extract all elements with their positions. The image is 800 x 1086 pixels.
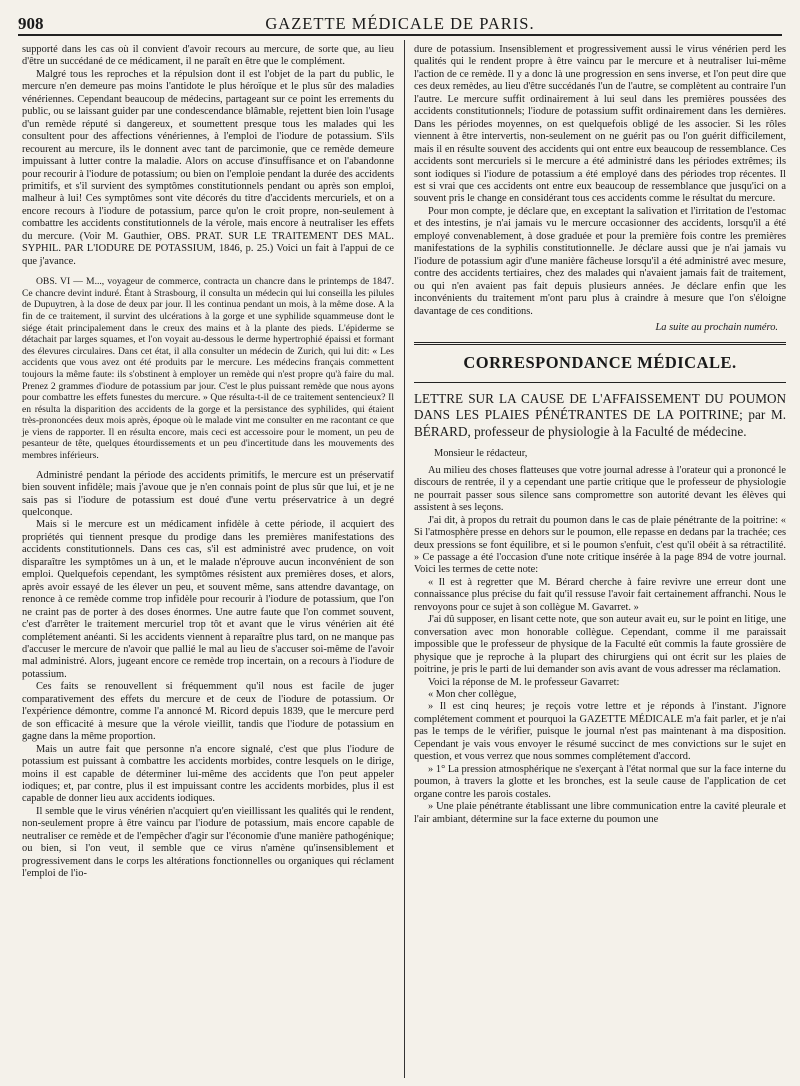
page-header bbox=[18, 6, 782, 36]
section-title: CORRESPONDANCE MÉDICALE. bbox=[463, 353, 737, 373]
left-column bbox=[22, 44, 394, 881]
running-title: GAZETTE MÉDICALE DE PARIS. bbox=[265, 14, 535, 33]
spacer bbox=[22, 268, 394, 276]
page-number: 908 bbox=[18, 14, 44, 33]
paragraph: Malgré tous les reproches et la répulsion dont il est l'objet de la part du public, le mercure n'en demeure pas moins l'antidote le plus héroïque et le plus sûr des maladies vénériennes. Cependant beaucoup de médecins, partageant sur ce point les errements du public, ou se laissant guider par une condescendance blâmable, rejettent bien loin l'usage d'un remède réputé si dangereux, et soumettent presque tous les malades qui les consultent pour des affections vénériennes, à l'emploi de l'iodure de potassium. S'ils recourent au mercure, ils le donnent avec tant de parcimonie, que ce remède demeure impuissant à lutter contre la maladie. Alors on accuse d'insuffisance et on l'abandonne pour recourir à l'iodure de potassium; ou bien on l'emploie pendant la durée des accidents primitifs, et s'il survient des symptômes constitutionnels pendant ou après son emploi, malheur à lui! Ces symptômes sont vite décorés du titre d'accidents mercuriels, et on a encore recours à l'iodure de potassium, parce qu'on le croit propre, non-seulement à combattre les accidents constitutionnels de la vérole, mais encore à neutraliser les effets du mercure. (Voir M. Gauthier, OBS. PRAT. SUR LE TRAITEMENT DES MAL. SYPHIL. PAR L'IODURE DE POTASSIUM, 1846, p. 25.) Voici un fait à l'appui de ce que j'avance. bbox=[22, 68, 394, 267]
paragraph: » Il est cinq heures; je reçois votre lettre et je réponds à l'instant. J'ignore complétement comment et pourquoi la GAZETTE MÉDICALE m'a fait parler, et je n'ai pas le temps de le vérifier, puisque le journal n'est pas maintenant à ma disposition. Cependant je vais vous envoyer le résumé succinct de mes convictions sur le sujet en question, et vous verrez que nous sommes complétement d'accord. bbox=[414, 701, 786, 763]
paragraph: Voici la réponse de M. le professeur Gavarret: bbox=[428, 676, 620, 688]
observation-case: OBS. VI — M..., voyageur de commerce, contracta un chancre dans le printemps de 1847. Ce chancre devint induré. Étant à Strasbourg, il consulta un médecin qui lui conseilla les pilules de Dupuytren, à la dose de deux par jour. Il les continua pendant un mois, à la même dose. A la fin de ce traitement, il survint des ulcérations à la gorge et une syphilide squammeuse dont le siége était principalement dans le creux des mains et à la plante des pieds. L'épiderme se détachait par larges squames, et l'on voyait au-dessous le derme hypertrophié épaissi et formant des élevures circulaires. Dans cet état, il alla consulter un médecin de Zurich, qui lui dit: « Les accidents que vous avez ont été produits par le mercure. Les médecins français commettent toujours la même faute: ils s'obstinent à employer un remède qui n'est propre qu'à faire du mal. Prenez 2 grammes d'iodure de potassium par jour. C'est le plus puissant remède que nous ayons pour combattre les effets funestes du mercure. » Que résulta-t-il de ce traitement sentencieux? Il en résulta la disparition des accidents de la gorge et la persistance des syphilides, qui étaient très-prononcées deux mois après, époque où le malade vint me consulter en me racontant ce que je viens de rapporter. Il en résulta encore, mais ceci est accessoire pour le moment, un peu de pesanteur de tête, quelques étourdissements et un peu d'incertitude dans les mouvements des membres inférieurs. bbox=[22, 276, 394, 462]
paragraph: Ces faits se renouvellent si fréquemment qu'il nous est facile de juger comparativement des effets du mercure et de ceux de l'iodure de potassium. Or l'expérience démontre, comme l'a annoncé M. Ricord depuis 1839, que le mercure perd de son efficacité à mesure que la vérole vieillit, tandis que l'iodure de potassium en gagne dans la même proportion. bbox=[22, 681, 394, 743]
paragraph: Pour mon compte, je déclare que, en exceptant la salivation et l'irritation de l'estomac et des intestins, je n'ai jamais vu le mercure occasionner des accidents, lorsqu'il a été employé convenablement, à dose graduée et pour la première fois contre les premières manifestations de la syphilis constitutionnelle. Je déclare aussi que je n'ai jamais vu l'iodure de potassium agir d'une manière fâcheuse lorsqu'il a été administré avec mesure, contre des accidents tertiaires, chez des malades qui n'avaient jamais fait de traitement, ou qui n'en avaient pas fait depuis plusieurs années. Je déclare enfin que les inconvénients du traitement m'ont paru plus à craindre à mesure que l'on s'éloigne davantage de ces conditions. bbox=[414, 205, 786, 317]
paragraph: dure de potassium. Insensiblement et progressivement aussi le virus vénérien perd les qualités qui le rendent propre à être vaincu par le mercure et à neutraliser lui-même l'action de ce remède. Il y a donc là une progression en sens inverse, et l'on peut dire que ces deux remèdes, au lieu d'être succédanés l'un de l'autre, se complètent au contraire l'un l'autre. Le mercure suffit ordinairement à lui seul dans les premières poussées des accidents constitutionnels; l'iodure de potassium suffit ordinairement dans les dernières. Dans les périodes moyennes, on est quelquefois obligé de les associer. Si les rôles viennent à être intervertis, non-seulement on ne guérit pas ou l'on guérit difficilement, mais il en résulte souvent des accidents qui ont entre eux beaucoup de ressemblance. Ces accidents sont mercuriels si le mercure a été administré dans les périodes extrêmes; ils sont iodiques si l'iodure de potassium a été employé dans des périodes trop récentes. Il est si vrai que ces accidents ont entre eux beaucoup de ressemblance que jusqu'ici on a souvent pris le change en considérant tous ces accidents comme le résultat du mercure. bbox=[414, 44, 786, 205]
paragraph: Il semble que le virus vénérien n'acquiert qu'en vieillissant les qualités qui le rendent, non-seulement propre à être vaincu par l'iodure de potassium, mais encore capable de neutraliser ce remède et de l'empêcher d'agir sur l'économie d'une manière pathogénique; ou bien, si l'on veut, il semble que ce virus n'amène qu'insensiblement et progressivement dans le corps les altérations fonctionnelles ou organiques qui réclament l'emploi de l'io- bbox=[22, 805, 394, 880]
paragraph: Mais si le mercure est un médicament infidèle à cette période, il acquiert des propriétés qui tiennent presque du prodige dans les premières manifestations des accidents constitutionnels. Dans ces cas, s'il est administré avec prudence, on voit disparaître les symptômes un à un, et le malade n'éprouve aucun inconvénient de son emploi. Quelquefois cependant, les symptômes résistent aux premières doses, et alors, après avoir essayé de les élever un peu, et souvent même, sans attendre davantage, on renonce à ce remède comme trop infidèle pour recourir à l'iodure de potassium, que l'on ne craint pas de porter à des doses énormes. Une autre faute que l'on commet souvent, c'est d'arrêter le traitement mercuriel trop tôt et avant que le virus vénérien ait été complétement anéanti. Si les accidents viennent à reparaître plus tard, on ne manque pas d'accuser le mercure de n'avoir que pallié le mal au lieu de s'accuser soi-même de l'avoir mal administré. Alors, jugeant encore ce remède trop incertain, on a recours à l'iodure de potassium. bbox=[22, 519, 394, 680]
title-rule bbox=[414, 382, 786, 383]
quoted-note: « Il est à regretter que M. Bérard cherche à faire revivre une erreur dont une connaissance plus précise du fait qu'il ressuse l'avoir fait certainement affranchi. Nous le renvoyons pour ce sujet à son collègue M. Gavarret. » bbox=[414, 576, 786, 613]
paragraph: J'ai dû supposer, en lisant cette note, que son auteur avait eu, sur le point en litige, une conversation avec mon honorable collègue. Cependant, comme il me paraissait impossible que le professeur de physique de la Faculté eût commis la faute grossière de physique que je reproche à la plupart des chirurgiens qui ont écrit sur les plaies de poitrine, je pris le parti de lui demander son avis avant de vous adresser ma réclamation. bbox=[414, 614, 786, 676]
letter-salutation: « Mon cher collègue, bbox=[428, 688, 517, 700]
letter-title: LETTRE SUR LA CAUSE DE L'AFFAISSEMENT DU POUMON DANS LES PLAIES PÉNÉTRANTES DE LA POITRINE; par M. BÉRARD, professeur de physiologie à la Faculté de médecine. bbox=[414, 390, 786, 439]
right-column bbox=[414, 44, 786, 826]
spacer bbox=[22, 462, 394, 470]
salutation: Monsieur le rédacteur, bbox=[434, 448, 528, 460]
paragraph: » 1° La pression atmosphérique ne s'exerçant à l'état normal que sur la face interne du poumon, à travers la glotte et les bronches, est la seule cause de l'application de cet organe contre les parois costales. bbox=[414, 763, 786, 800]
paragraph: J'ai dit, à propos du retrait du poumon dans le cas de plaie pénétrante de la poitrine: « Si l'atmosphère presse en dehors sur le poumon, elle repasse en dedans par la trachée; ces deux pressions se font équilibre, et si le poumon s'enfuit, c'est qu'il obéit à sa rétractilité. » Ce passage a été l'occasion d'une note critique insérée à la page 894 de votre journal. Voici les termes de cette note: bbox=[414, 514, 786, 576]
paragraph: supporté dans les cas où il convient d'avoir recours au mercure, de sorte que, au lieu d'être un succédané de ce médicament, il ne paraît en être que le complément. bbox=[22, 44, 394, 68]
section-rule bbox=[414, 342, 786, 345]
paragraph: Au milieu des choses flatteuses que votre journal adresse à l'orateur qui a prononcé le discours de rentrée, il y a cependant une partie critique que le professeur de physiologie ne pourrait passer sous silence sans compromettre son autorité devant les élèves qui assistent à ses leçons. bbox=[414, 464, 786, 514]
paragraph: Administré pendant la période des accidents primitifs, le mercure est un préservatif bien souvent infidèle; mais j'avoue que je n'en connais point de plus sûr que lui, et je ne sais pas si l'iodure de potassium est doué d'une vertu préservatrice à un degré quelconque. bbox=[22, 469, 394, 519]
paragraph: Mais un autre fait que personne n'a encore signalé, c'est que plus l'iodure de potassium est puissant à combattre les accidents morbides, contre lesquels on le dirige, moins il est capable de déterminer lui-même des accidents que l'on peut appeler iodiques; et, par contre, plus il est impuissant contre les accidents morbides, plus il est capable de donner lieu aux accidents iodiques. bbox=[22, 743, 394, 805]
paragraph: » Une plaie pénétrante établissant une libre communication entre la cavité pleurale et l'air ambiant, détermine sur la face externe du poumon une bbox=[414, 801, 786, 825]
continued-note: La suite au prochain numéro. bbox=[655, 321, 778, 333]
column-divider bbox=[404, 40, 405, 1078]
